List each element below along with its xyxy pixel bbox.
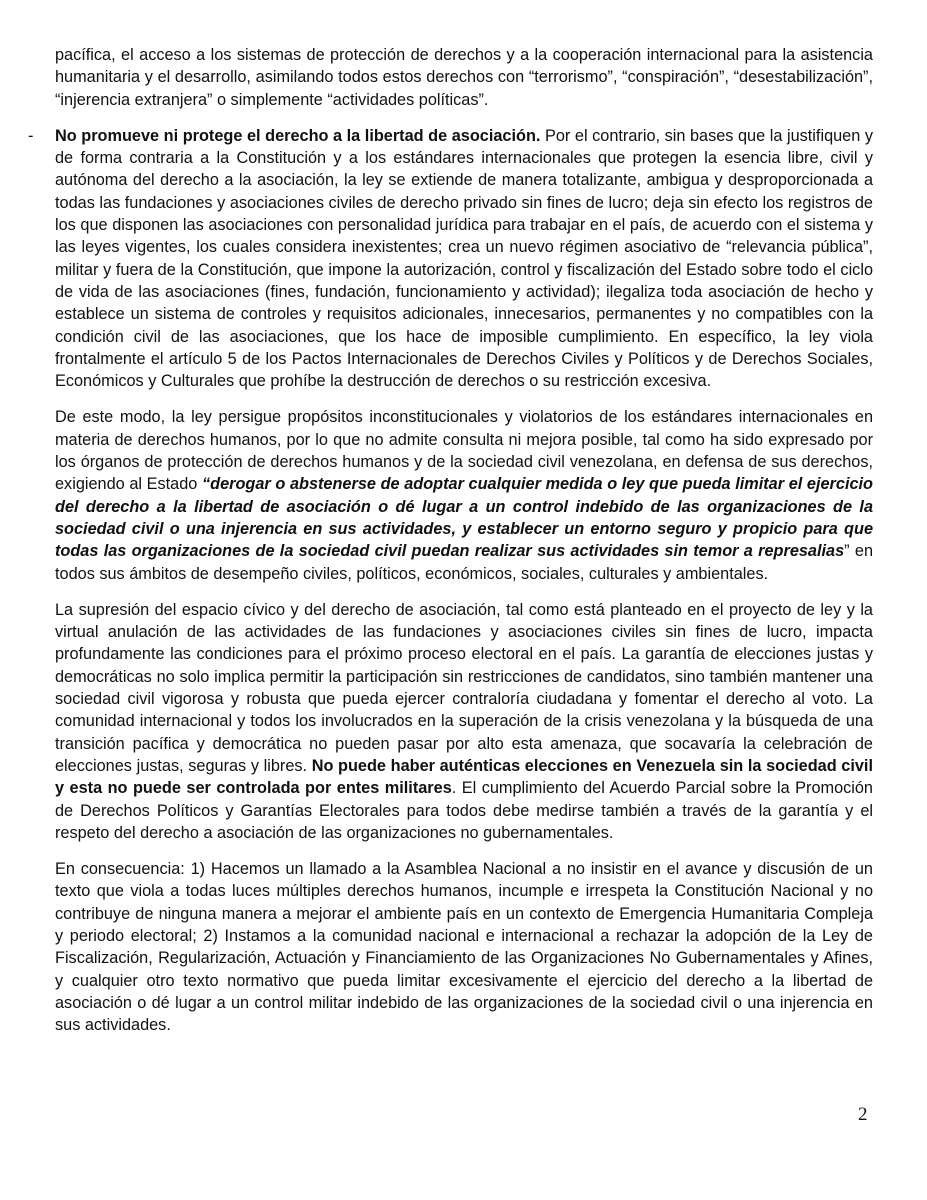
page-number: 2 (858, 1104, 868, 1125)
bullet-bold-lead: No promueve ni protege el derecho a la libertad de asociación. (55, 126, 541, 145)
continuation-text: pacífica, el acceso a los sistemas de protección de derechos y a la cooperación internacional para la asistencia humanitaria y el desarrollo, asimilando todos estos derechos con “terrorismo”, “conspiración”, “desestabilización”, “injerencia extranjera” o simplemente “actividades políticas”. (55, 46, 873, 109)
paragraph-civic-space (55, 599, 873, 844)
paragraph-2-bold: No puede haber auténticas elecciones en Venezuela sin la sociedad civil y esta no puede ser controlada por entes militares (55, 756, 873, 798)
continuation-paragraph (55, 44, 873, 111)
document-body (28, 44, 873, 1050)
paragraph-legal-standards (55, 406, 873, 584)
bullet-text: Por el contrario, sin bases que la justifiquen y de forma contraria a la Constitución y a los estándares internacionales que protegen la esencia libre, civil y autónoma del derecho a la asociación, la ley se extiende de manera totalizante, ambigua y desproporcionada a todas las fundaciones y asociaciones civiles de derecho privado sin fines de lucro; deja sin efecto los registros de los que disponen las asociaciones con personalidad jurídica para trabajar en el país, de acuerdo con el sistema y las leyes vigentes, los cuales considera inexistentes; crea un nuevo régimen asociativo de “relevancia pública”, militar y fuera de la Constitución, que impone la autorización, control y fiscalización del Estado sobre todo el ciclo de vida de las asociaciones (fines, fundación, funcionamiento y actividad); ilegaliza toda asociación de hecho y establece un sistema de controles y requisitos adicionales, innecesarios, permanentes y no compatibles con la condición civil de las asociaciones, que los hace de imposible cumplimiento. En específico, la ley viola frontalmente el artículo 5 de los Pactos Internacionales de Derechos Civiles y Políticos y de Derechos Sociales, Económicos y Culturales que prohíbe la destrucción de derechos o su restricción excesiva. (55, 126, 873, 391)
paragraph-1-quote: “derogar o abstenerse de adoptar cualquier medida o ley que pueda limitar el ejercicio del derecho a la libertad de asociación o dé lugar a un control indebido de las organizaciones de la sociedad civil o una injerencia en sus actividades, y establecer un entorno seguro y propicio para que todas las organizaciones de la sociedad civil puedan realizar sus actividades sin temor a represalias (55, 475, 873, 561)
paragraph-2-text-a: La supresión del espacio cívico y del derecho de asociación, tal como está planteado en el proyecto de ley y la virtual anulación de las actividades de las fundaciones y asociaciones civiles sin fines de lucro, impacta profundamente las condiciones para el próximo proceso electoral en el país. La garantía de elecciones justas y democráticas no solo implica permitir la participación sin restricciones de candidatos, sino también mantener una sociedad civil vigorosa y robusta que pueda ejercer contraloría ciudadana y fomentar el derecho al voto. La comunidad internacional y todos los involucrados en la superación de la crisis venezolana y la búsqueda de una transición pacífica y democrática no pueden pasar por alto esta amenaza, que socavaría la celebración de elecciones justas, seguras y libres. (55, 600, 873, 775)
paragraph-1-text-a: De este modo, la ley persigue propósitos inconstitucionales y violatorios de los estándares internacionales en materia de derechos humanos, por lo que no admite consulta ni mejora posible, tal como ha sido expresado por los órganos de protección de derechos humanos y de la sociedad civil venezolana, en defensa de sus derechos, exigiendo al Estado (55, 408, 873, 494)
paragraph-conclusion (55, 858, 873, 1036)
paragraph-1-text-b: ” en todos sus ámbitos de desempeño civiles, políticos, económicos, sociales, culturales y ambientales. (55, 542, 873, 583)
paragraph-3-text: En consecuencia: 1) Hacemos un llamado a la Asamblea Nacional a no insistir en el avance y discusión de un texto que viola a todas luces múltiples derechos humanos, incumple e irrespeta la Constitución Nacional y no contribuye de ninguna manera a mejorar el ambiente país en un contexto de Emergencia Humanitaria Compleja y periodo electoral; 2) Instamos a la comunidad nacional e internacional a rechazar la adopción de la Ley de Fiscalización, Regularización, Actuación y Financiamiento de las Organizaciones No Gubernamentales y Afines, y cualquier otro texto normativo que pueda limitar excesivamente el ejercicio del derecho a la libertad de asociación o dé lugar a un control militar indebido de las organizaciones de la sociedad civil o una injerencia en sus actividades. (55, 860, 873, 1035)
paragraph-2-text-b: . El cumplimiento del Acuerdo Parcial sobre la Promoción de Derechos Políticos y Garantías Electorales para todos debe medirse también a través de la garantía y el respeto del derecho a asociación de las organizaciones no gubernamentales. (55, 779, 873, 842)
bullet-marker: - (28, 126, 34, 145)
bullet-item (28, 125, 873, 393)
